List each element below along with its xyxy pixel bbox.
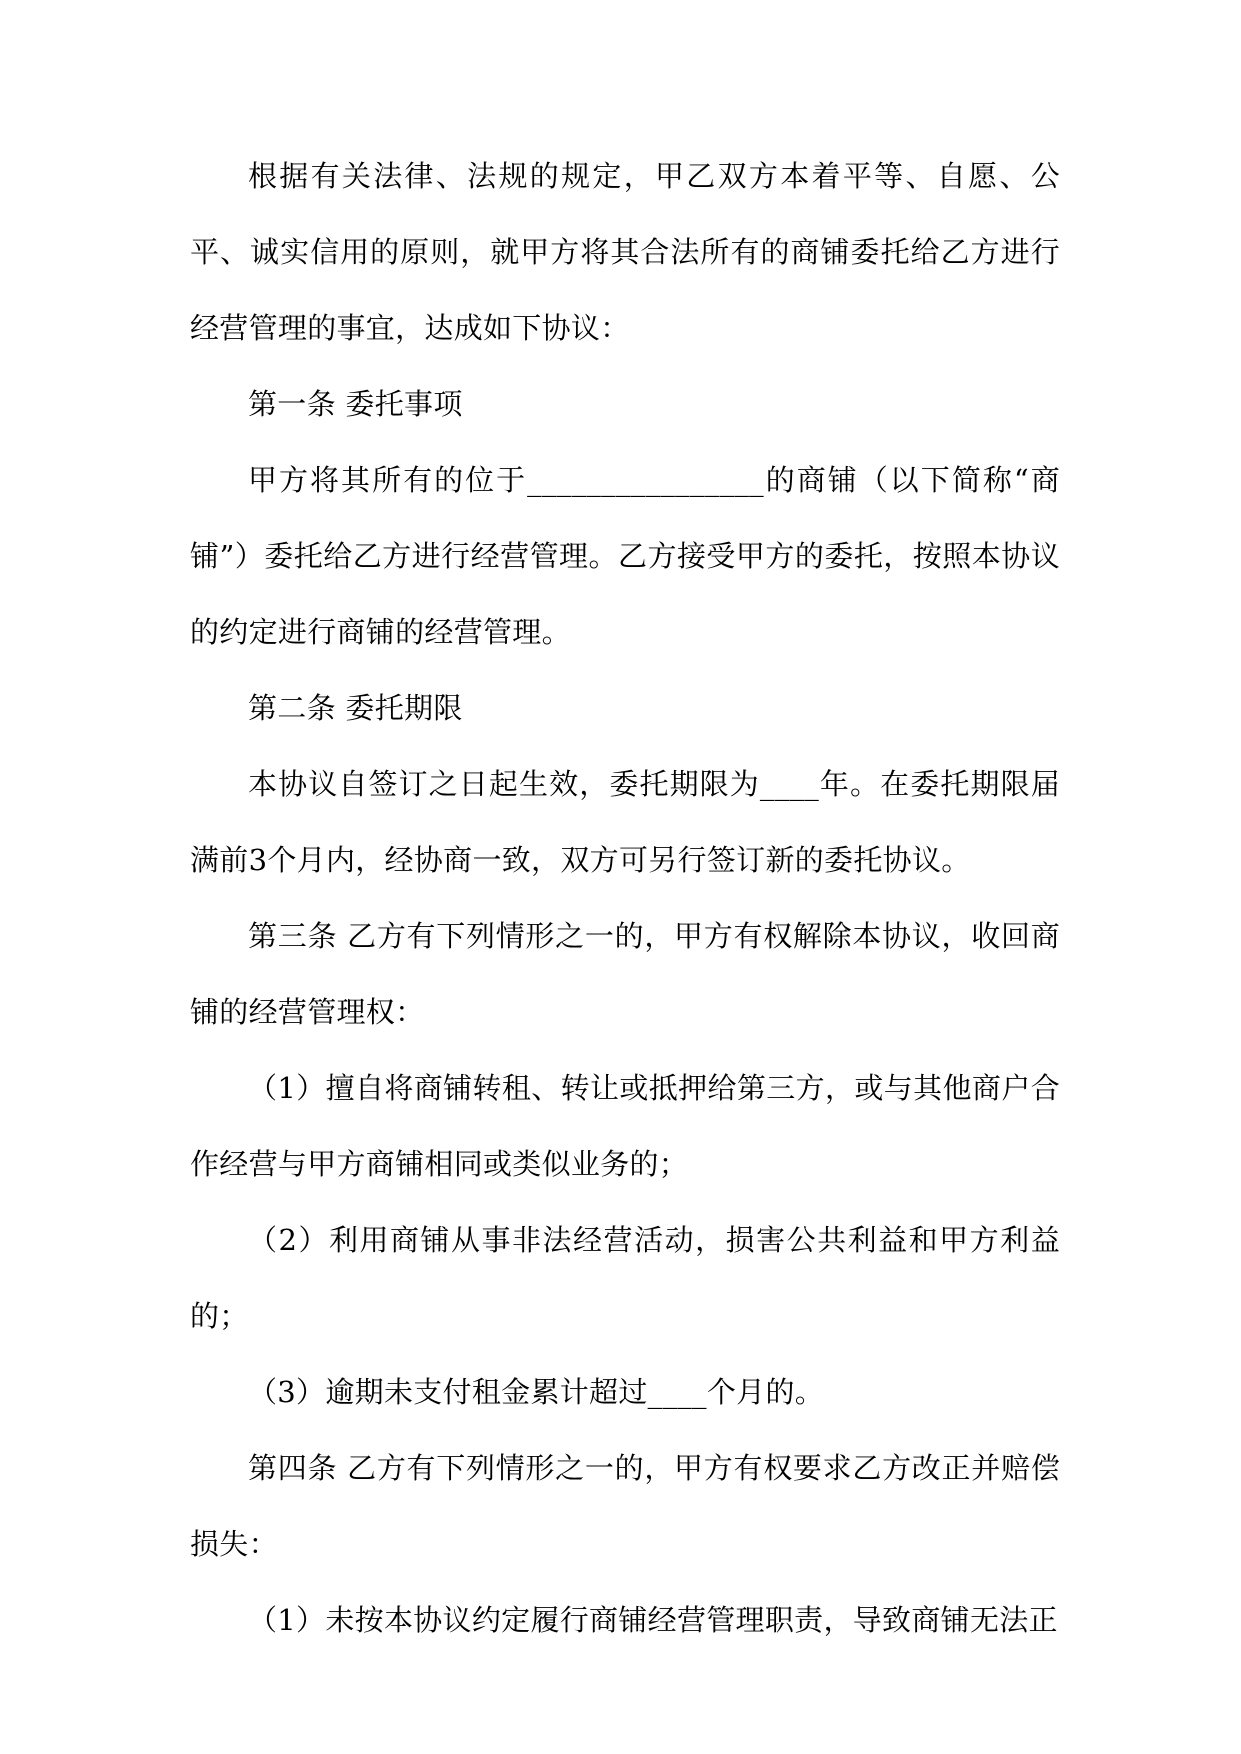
article-3-item-2: （2）利用商铺从事非法经营活动，损害公共利益和甲方利益的； [190, 1223, 1060, 1333]
article-2-heading: 第二条 委托期限 [248, 691, 463, 725]
article-3-item-1: （1）擅自将商铺转租、转让或抵押给第三方，或与其他商户合作经营与甲方商铺相同或类似业务的； [190, 1071, 1060, 1181]
article-3-paragraph: 第三条 乙方有下列情形之一的，甲方有权解除本协议，收回商铺的经营管理权： [190, 919, 1060, 1029]
article-1-heading: 第一条 委托事项 [248, 387, 463, 421]
preamble-paragraph: 根据有关法律、法规的规定，甲乙双方本着平等、自愿、公平、诚实信用的原则，就甲方将其合法所有的商铺委托给乙方进行经营管理的事宜，达成如下协议： [190, 159, 1060, 345]
article-2-paragraph: 本协议自签订之日起生效，委托期限为____年。在委托期限届满前3个月内，经协商一致，双方可另行签订新的委托协议。 [190, 767, 1060, 877]
article-4-item-1: （1）未按本协议约定履行商铺经营管理职责，导致商铺无法正 [248, 1603, 1058, 1637]
article-4-paragraph: 第四条 乙方有下列情形之一的，甲方有权要求乙方改正并赔偿损失： [190, 1451, 1060, 1561]
article-3-item-3: （3）逾期未支付租金累计超过____个月的。 [248, 1375, 825, 1409]
article-1-paragraph: 甲方将其所有的位于________________的商铺（以下简称“商铺”）委托给乙方进行经营管理。乙方接受甲方的委托，按照本协议的约定进行商铺的经营管理。 [190, 463, 1060, 649]
contract-body [190, 138, 1060, 1658]
